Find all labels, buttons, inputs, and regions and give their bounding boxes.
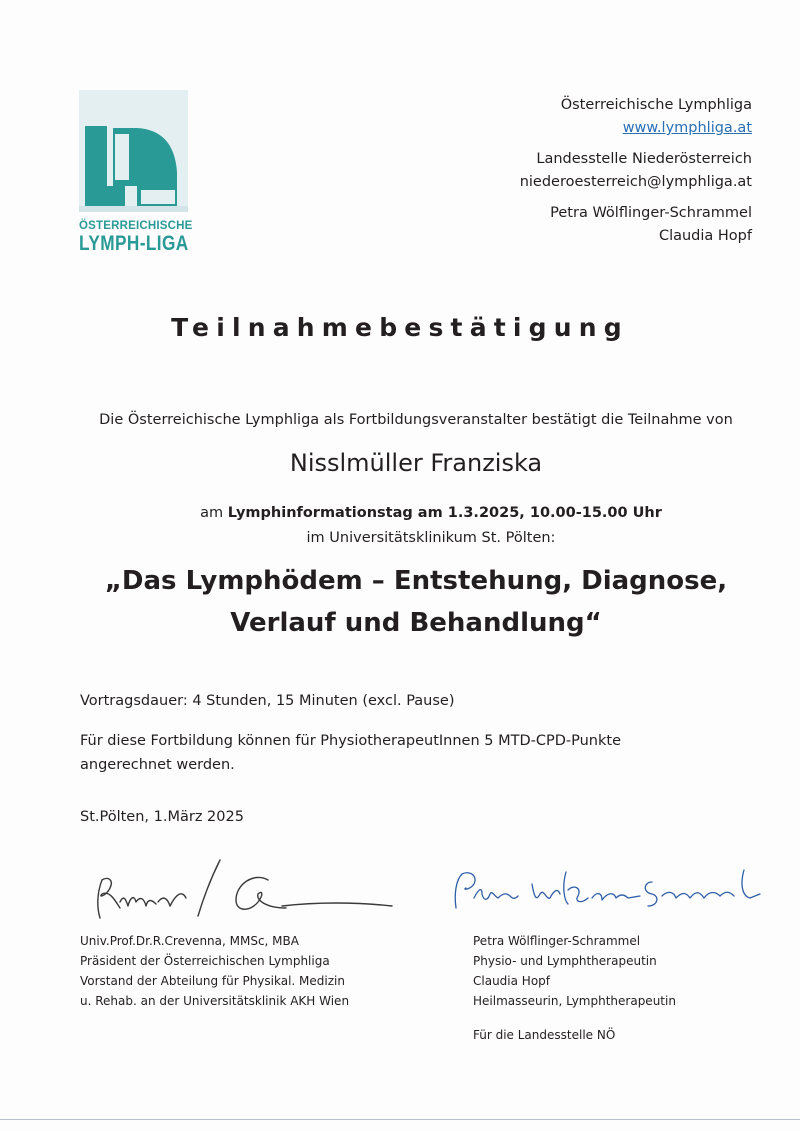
points-line-1: Für diese Fortbildung können für PhysiotherapeutInnen 5 MTD-CPD-Punkte (80, 733, 621, 749)
org-name: Österreichische Lymphliga (560, 97, 752, 113)
signer-right-name-1: Petra Wölflinger-Schrammel (473, 934, 641, 948)
cpd-points-text (80, 729, 720, 777)
place-date: St.Pölten, 1.März 2025 (80, 809, 244, 825)
points-line-2: angerechnet werden. (80, 757, 235, 773)
signature-right (448, 860, 768, 920)
contact-person-1: Petra Wölflinger-Schrammel (550, 205, 752, 221)
signer-left-role-3: u. Rehab. an der Universitätsklinik AKH Wien (80, 994, 350, 1008)
signer-right-role-1: Physio- und Lymphtherapeutin (473, 954, 657, 968)
office-email: niederoesterreich@lymphliga.at (519, 174, 752, 190)
event-topic (0, 560, 800, 644)
signer-right-info (473, 931, 676, 1045)
logo-text-line1: ÖSTERREICHISCHE (79, 220, 193, 232)
event-venue: im Universitätsklinikum St. Pölten: (306, 530, 556, 546)
event-details (0, 501, 800, 551)
confirmation-text: Die Österreichische Lymphliga als Fortbildungsveranstalter bestätigt die Teilnahme von (99, 412, 733, 428)
certificate-title: Teilnahmebestätigung (171, 313, 629, 342)
signer-left-role-1: Präsident der Österreichischen Lymphliga (80, 954, 330, 968)
logo-text-line2: LYMPH-LIGA (79, 232, 189, 255)
website-link[interactable]: www.lymphliga.at (622, 120, 752, 136)
event-prefix: am (200, 505, 228, 521)
participant-name: Nisslmüller Franziska (289, 449, 543, 477)
office-name: Landesstelle Niederösterreich (536, 151, 752, 167)
topic-line-2: Verlauf und Behandlung“ (230, 608, 602, 638)
event-name-date: Lymphinformationstag am 1.3.2025, 10.00-15.00 Uhr (227, 505, 662, 521)
signature-left (86, 850, 406, 928)
signer-right-footer: Für die Landesstelle NÖ (473, 1028, 616, 1042)
signer-right-role-2: Heilmasseurin, Lymphtherapeutin (473, 994, 676, 1008)
signer-left-name: Univ.Prof.Dr.R.Crevenna, MMSc, MBA (80, 934, 299, 948)
duration-text: Vortragsdauer: 4 Stunden, 15 Minuten (excl. Pause) (80, 693, 455, 709)
lymphliga-logo-mark (79, 90, 188, 212)
lymphliga-logo (79, 90, 191, 260)
contact-person-2: Claudia Hopf (658, 228, 752, 244)
topic-line-1: „Das Lymphödem – Entstehung, Diagnose, (104, 566, 728, 596)
signer-right-name-2: Claudia Hopf (473, 974, 550, 988)
signer-left-role-2: Vorstand der Abteilung für Physikal. Medizin (80, 974, 345, 988)
signer-left-info (80, 931, 349, 1011)
bottom-rule (0, 1119, 800, 1120)
contact-block (520, 94, 752, 256)
